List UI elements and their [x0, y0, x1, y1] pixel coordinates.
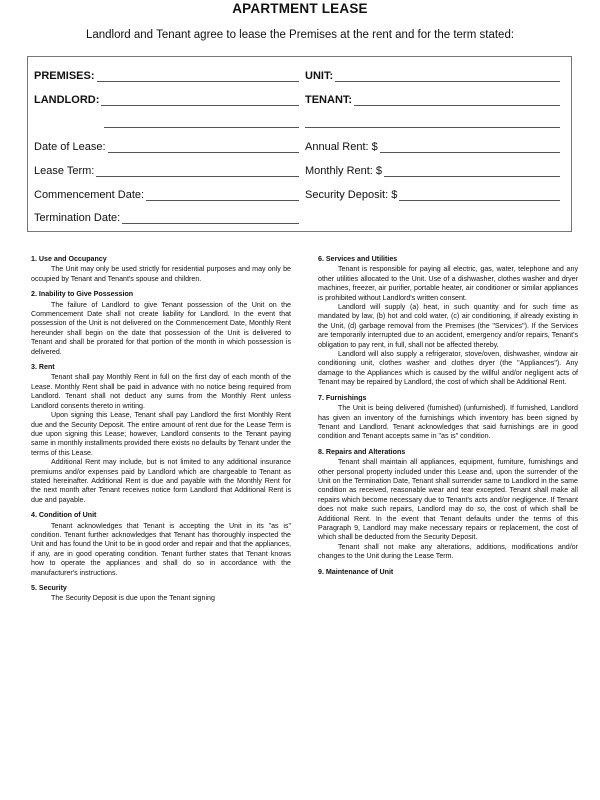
- monthly-rent-line[interactable]: [384, 166, 560, 177]
- security-deposit-field[interactable]: [305, 189, 560, 201]
- section-heading: 3. Rent: [31, 363, 55, 372]
- document-title: APARTMENT LEASE: [232, 1, 368, 16]
- section-paragraph: Tenant shall maintain all appliances, equipment, furniture, furnishings and other personal property included under this Lease and, upon the surrender of the Unit on the Termination Date, Tenant shall surrender same to Landlord in the same condition as received, reasonable wear and tear excepted. Tenant shall make all repairs which become necessary due to Tenant's acts and/or negligence. If Tenant does not make such repairs, Landlord may do so, the cost of which shall be Additional Rent. In the event that Tenant defaults under the terms of this Paragraph 9, Landlord may make necessary repairs or replacement, the cost of which shall be deducted from the Security Deposit.: [318, 458, 578, 542]
- section-paragraph: Tenant acknowledges that Tenant is accepting the Unit in its "as is" condition. Tenant further acknowledges that Tenant has thoroughly inspected the Unit and has found the Unit to be in good order and repair and that the appliances, if any, are in good operating condition. Tenant further states that Tenant knows how to operate the appliances and shall do so in accordance with the manufacturer's instructions.: [31, 521, 291, 577]
- unit-label: UNIT:: [305, 70, 334, 82]
- security-deposit-label: Security Deposit: $: [305, 189, 398, 201]
- termination-date-line[interactable]: [122, 213, 299, 224]
- security-deposit-line[interactable]: [399, 190, 560, 201]
- premises-label: PREMISES:: [34, 70, 95, 82]
- termination-date-label: Termination Date:: [34, 212, 121, 224]
- date-of-lease-field[interactable]: [34, 141, 299, 153]
- tenant-line[interactable]: [354, 95, 560, 106]
- unit-line[interactable]: [335, 71, 560, 82]
- section-heading: 6. Services and Utilities: [318, 255, 398, 263]
- tenant-label: TENANT:: [305, 94, 353, 106]
- lease-section: [318, 568, 578, 577]
- document-subtitle: Landlord and Tenant agree to lease the Premises at the rent and for the term stated:: [85, 29, 515, 41]
- section-heading: 5. Security: [31, 584, 67, 592]
- lease-term-line[interactable]: [96, 166, 299, 177]
- tenant-extra-line[interactable]: [305, 117, 560, 128]
- monthly-rent-label: Monthly Rent: $: [305, 165, 383, 177]
- landlord-field[interactable]: [34, 94, 299, 106]
- section-heading: 4. Condition of Unit: [31, 511, 97, 520]
- date-of-lease-line[interactable]: [108, 142, 299, 153]
- section-heading: 8. Repairs and Alterations: [318, 447, 406, 456]
- landlord-extra-line[interactable]: [104, 117, 299, 128]
- annual-rent-line[interactable]: [380, 142, 560, 153]
- commencement-date-label: Commencement Date:: [34, 189, 145, 201]
- unit-field[interactable]: [305, 70, 560, 82]
- premises-line[interactable]: [97, 71, 299, 82]
- annual-rent-label: Annual Rent: $: [305, 141, 378, 153]
- premises-field[interactable]: [34, 70, 299, 82]
- section-paragraph: The Unit may only be used strictly for residential purposes and may only be occupied by Tenant and Tenant's spouse and children.: [31, 265, 291, 283]
- monthly-rent-field[interactable]: [305, 165, 560, 177]
- landlord-line[interactable]: [101, 95, 299, 106]
- lease-section: [318, 448, 578, 562]
- tenant-field[interactable]: [305, 94, 560, 106]
- section-paragraph: Tenant shall pay Monthly Rent in full on the first day of each month of the Lease. Monthly Rent shall be paid in advance with no notice being required from Landlord. Tenant shall not deduct any sums from the Monthly Rent unless Landlord consents thereto in writing.: [31, 373, 291, 410]
- lease-section: [31, 363, 291, 505]
- landlord-label: LANDLORD:: [34, 94, 100, 106]
- lease-section: [31, 255, 291, 284]
- lease-section: [31, 290, 291, 357]
- commencement-date-line[interactable]: [146, 190, 299, 201]
- lease-details-form: [27, 56, 572, 232]
- section-paragraph: Landlord will also supply a refrigerator, stove/oven, dishwasher, window air conditioning unit, clothes washer and clothes dryer (the "Appliances"). Any damage to the Appliances which is caused by the willful and/or negligent acts of Tenant may be repaired by Landlord, the cost of which shall be Additional Rent.: [318, 350, 578, 387]
- section-heading: 7. Furnishings: [318, 393, 367, 402]
- lease-section: [31, 511, 291, 578]
- lease-section: [318, 394, 578, 442]
- lease-section: [31, 584, 291, 604]
- section-paragraph: The Unit is being delivered (furnished) (unfurnished). If furnished, Landlord has given an inventory of the furnishings which inventory has been signed by Tenant and Landlord. Tenant acknowledges that said furnishings are in good condition and Tenant accepts same in "as is" condition.: [318, 404, 578, 441]
- date-of-lease-label: Date of Lease:: [34, 141, 106, 153]
- right-column: [318, 255, 578, 583]
- lease-term-field[interactable]: [34, 165, 299, 177]
- section-paragraph: Landlord will supply (a) heat, in such quantity and for such time as mandated by law, (b) hot and cold water, (c) air conditioning, if already existing in the Unit, (d) garbage removal from the Premises (the "Services"). If the Services are temporarily interrupted due to an accident, emergency and/or repairs, Tenant's obligation to pay rent, in full, shall not be affected thereby.: [318, 303, 578, 349]
- commencement-date-field[interactable]: [34, 189, 299, 201]
- section-heading: 2. Inability to Give Possession: [31, 290, 134, 299]
- section-paragraph: Tenant shall not make any alterations, additions, modifications and/or changes to the Unit during the Lease Term.: [318, 542, 578, 561]
- section-paragraph: Additional Rent may include, but is not limited to any additional insurance premiums and/or expenses paid by Landlord which are chargeable to Tenant as stated hereinafter. Additional Rent is due and payable with the Monthly Rent for the next month after Tenant receives notice form Landlord that Additional Rent is due and payable.: [31, 458, 291, 504]
- lease-term-label: Lease Term:: [34, 165, 95, 177]
- section-heading: 1. Use and Occupancy: [31, 255, 107, 263]
- lease-section: [318, 255, 578, 388]
- termination-date-field[interactable]: [34, 212, 299, 224]
- section-paragraph: Upon signing this Lease, Tenant shall pay Landlord the first Monthly Rent due and the Security Deposit. The entire amount of rent due for the Lease Term is due upon signing this Lease; however, Landlord consents to the Tenant paying same in monthly installments provided there exists no defaults by Tenant under the terms of this Lease.: [31, 411, 291, 457]
- section-paragraph: Tenant is responsible for paying all electric, gas, water, telephone and any other utilities allocated to the Unit. Use of a dishwasher, clothes washer and dryer machines, freezer, air purifier, portable heater, air conditioner or similar appliances is prohibited without Landlord's written consent.: [318, 265, 578, 302]
- section-paragraph: The Security Deposit is due upon the Tenant signing: [51, 594, 215, 603]
- left-column: [31, 255, 291, 610]
- section-heading: 9. Maintenance of Unit: [318, 567, 394, 576]
- annual-rent-field[interactable]: [305, 141, 560, 153]
- section-paragraph: The failure of Landlord to give Tenant possession of the Unit on the Commencement Date shall not create liability for Landlord. In the event that possession of the Unit is not delivered on the Commencement Date, Monthly Rent hereunder shall begin on the date that possession of the Unit is delivered to Tenant and shall be prorated for that portion of the month in which possession is delivered.: [31, 300, 291, 356]
